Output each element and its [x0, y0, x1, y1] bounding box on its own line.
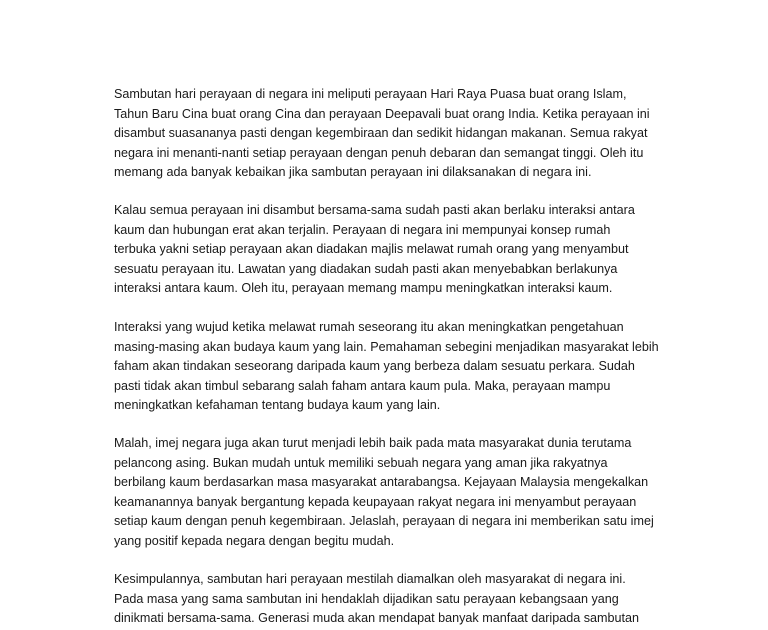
paragraph-line: Pada masa yang sama sambutan ini hendaklah dijadikan satu perayaan kebangsaan yang — [114, 591, 619, 606]
paragraph-line: disambut suasananya pasti dengan kegembiraan dan sedikit hidangan makanan. Semua rakyat — [114, 126, 648, 141]
paragraph-line: berbilang kaum berdasarkan masa masyarakat antarabangsa. Kejayaan Malaysia mengekalkan — [114, 475, 649, 490]
paragraph-line: keamanannya banyak bergantung kepada keupayaan rakyat negara ini menyambut perayaan — [114, 494, 637, 509]
paragraph-4 — [114, 434, 654, 552]
paragraph-line: interaksi antara kaum. Oleh itu, perayaan memang mampu meningkatkan interaksi kaum. — [114, 281, 613, 296]
paragraph-line: yang positif kepada negara dengan begitu mudah. — [114, 533, 395, 548]
paragraph-line: Tahun Baru Cina buat orang Cina dan perayaan Deepavali buat orang India. Ketika perayaan ini — [114, 106, 650, 121]
paragraph-line: Malah, imej negara juga akan turut menjadi lebih baik pada mata masyarakat dunia terutama — [114, 436, 632, 450]
paragraph-line: Sambutan hari perayaan di negara ini meliputi perayaan Hari Raya Puasa buat orang Islam, — [114, 87, 627, 101]
paragraph-5 — [114, 570, 639, 629]
paragraph-2 — [114, 201, 635, 299]
paragraph-line: kaum dan hubungan erat akan terjalin. Perayaan di negara ini mempunyai konsep rumah — [114, 222, 611, 237]
paragraph-line: dinikmati bersama-sama. Generasi muda akan mendapat banyak manfaat daripada sambutan — [114, 611, 640, 626]
paragraph-line: masing-masing akan budaya kaum yang lain. Pemahaman sebegini menjadikan masyarakat lebih — [114, 339, 659, 354]
paragraph-line: pasti tidak akan timbul sebarang salah faham antara kaum pula. Maka, perayaan mampu — [114, 378, 611, 393]
paragraph-1 — [114, 85, 650, 183]
paragraph-line: pelancong asing. Bukan mudah untuk memiliki sebuah negara yang aman jika rakyatnya — [114, 455, 608, 470]
paragraph-line: Kesimpulannya, sambutan hari perayaan mestilah diamalkan oleh masyarakat di negara ini. — [114, 572, 626, 586]
paragraph-3 — [114, 318, 659, 416]
paragraph-line: faham akan tindakan seseorang daripada kaum yang berbeza dalam sesuatu perkara. Sudah — [114, 359, 635, 374]
paragraph-line: setiap kaum dengan penuh kegembiraan. Jelaslah, perayaan di negara ini memberikan satu imej — [114, 514, 654, 529]
paragraph-line: Kalau semua perayaan ini disambut bersama-sama sudah pasti akan berlaku interaksi antara — [114, 203, 635, 217]
paragraph-line: sesuatu perayaan itu. Lawatan yang diadakan sudah pasti akan menyebabkan berlakunya — [114, 261, 618, 276]
paragraph-line: negara ini menanti-nanti setiap perayaan dengan penuh debaran dan semangat tinggi. Oleh itu — [114, 145, 644, 160]
paragraph-line: memang ada banyak kebaikan jika sambutan perayaan ini dilaksanakan di negara ini. — [114, 165, 592, 180]
paragraph-line: meningkatkan kefahaman tentang budaya kaum yang lain. — [114, 398, 441, 413]
paragraph-line: terbuka yakni setiap perayaan akan diadakan majlis melawat rumah orang yang menyambut — [114, 242, 629, 257]
paragraph-line: Interaksi yang wujud ketika melawat rumah seseorang itu akan meningkatkan pengetahuan — [114, 320, 624, 334]
